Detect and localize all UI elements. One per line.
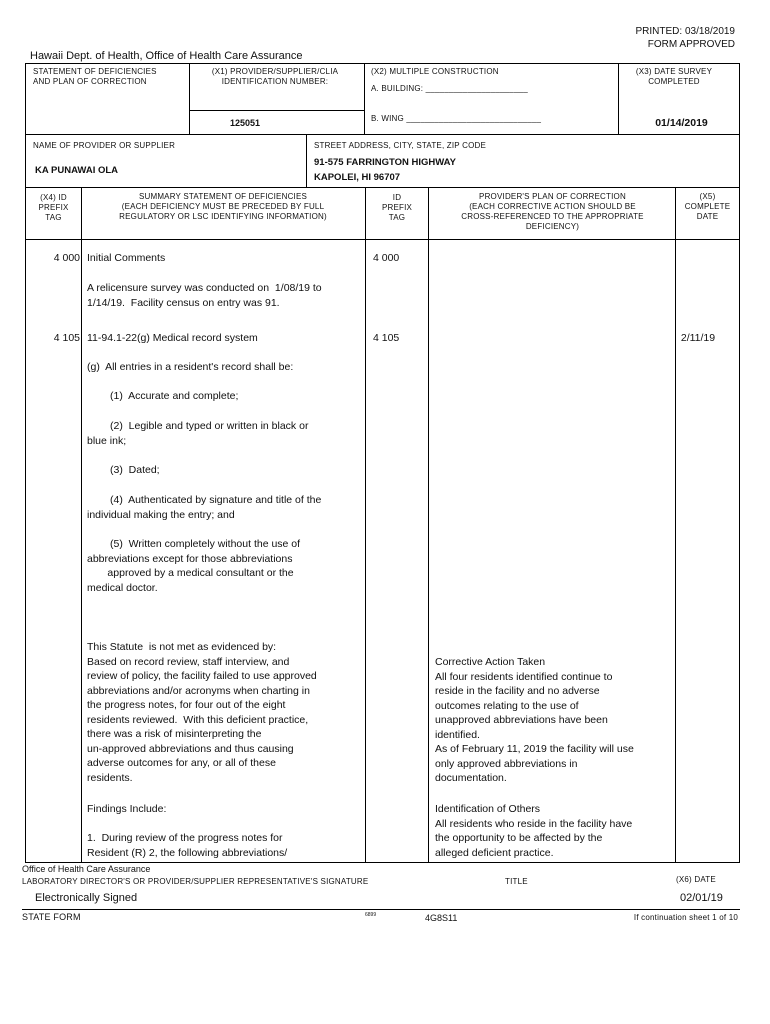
x2-label: (X2) MULTIPLE CONSTRUCTION bbox=[371, 67, 499, 76]
findings-label: Findings Include: bbox=[87, 803, 167, 815]
tag2-title: 11-94.1-22(g) Medical record system bbox=[87, 332, 258, 344]
tag1-text: A relicensure survey was conducted on 1/08/19 to 1/14/19. Facility census on entry was 91. bbox=[87, 282, 322, 309]
signature-label: LABORATORY DIRECTOR'S OR PROVIDER/SUPPLIER REPRESENTATIVE'S SIGNATURE bbox=[22, 877, 369, 886]
title-label: TITLE bbox=[505, 877, 528, 886]
id-header: ID PREFIX TAG bbox=[381, 193, 413, 222]
x5-header: (X5) COMPLETE DATE bbox=[684, 192, 731, 221]
tag1-id: 4 000 bbox=[373, 252, 400, 264]
tag2-date: 2/11/19 bbox=[680, 332, 716, 344]
signature-date: 02/01/19 bbox=[680, 892, 723, 904]
x1-label: (X1) PROVIDER/SUPPLIER/CLIA IDENTIFICATION NUMBER: bbox=[211, 67, 339, 86]
x3-label: (X3) DATE SURVEY COMPLETED bbox=[635, 67, 713, 86]
agency-title: Hawaii Dept. of Health, Office of Health Care Assurance bbox=[30, 50, 303, 62]
tag2-id: 4 105 bbox=[373, 332, 400, 344]
office-label: Office of Health Care Assurance bbox=[22, 864, 151, 874]
provider-name: KA PUNAWAI OLA bbox=[35, 165, 119, 176]
finding-1: 1. During review of the progress notes for Resident (R) 2, the following abbreviations/ bbox=[87, 832, 288, 859]
plan-header: PROVIDER'S PLAN OF CORRECTION (EACH CORRECTIVE ACTION SHOULD BE CROSS-REFERENCED TO THE APPROPRIATE DEFICIENCY) bbox=[461, 192, 644, 231]
statute-text: This Statute is not met as evidenced by: Based on record review, staff interview, and review of policy, the facility failed to use approved abbreviations and/or acronyms when charting in the progress notes, for four out of the eight residents reviewed. With this deficient practice, there was a risk of misinterpreting the un-approved abbreviations and thus causing adverse outcomes for any, or all of these residents. bbox=[87, 641, 317, 784]
rule-item-2: (2) Legible and typed or written in black or blue ink; bbox=[87, 420, 309, 447]
address-line1: 91-575 FARRINGTON HIGHWAY bbox=[314, 157, 457, 168]
printed-date: PRINTED: 03/18/2019 bbox=[635, 26, 735, 37]
electronic-signature: Electronically Signed bbox=[35, 892, 138, 904]
rule-item-3: (3) Dated; bbox=[110, 464, 160, 476]
x3-value: 01/14/2019 bbox=[655, 117, 708, 129]
continuation-sheet: If continuation sheet 1 of 10 bbox=[633, 913, 738, 922]
rule-item-1: (1) Accurate and complete; bbox=[110, 390, 239, 402]
tag1: 4 000 bbox=[53, 252, 80, 264]
address-line2: KAPOLEI, HI 96707 bbox=[314, 172, 401, 183]
x2-wing: B. WING _____________________________ bbox=[371, 114, 542, 123]
provider-name-label: NAME OF PROVIDER OR SUPPLIER bbox=[33, 141, 176, 150]
tag2: 4 105 bbox=[53, 332, 80, 344]
identification-of-others: Identification of Others All residents who reside in the facility have the opportunity to be affected by the alleged deficient practice. bbox=[435, 803, 633, 859]
x6-date-label: (X6) DATE bbox=[676, 875, 716, 884]
x4-header: (X4) ID PREFIX TAG bbox=[38, 193, 69, 222]
summary-header: SUMMARY STATEMENT OF DEFICIENCIES (EACH DEFICIENCY MUST BE PRECEDED BY FULL REGULATORY OR LSC IDENTIFYING INFORMATION) bbox=[119, 192, 327, 221]
rule-item-4: (4) Authenticated by signature and title of the individual making the entry; and bbox=[87, 494, 322, 521]
state-form-label: STATE FORM bbox=[22, 912, 81, 922]
statement-label: STATEMENT OF DEFICIENCIES AND PLAN OF CORRECTION bbox=[33, 67, 157, 86]
corrective-action: Corrective Action Taken All four residents identified continue to reside in the facility and no adverse outcomes relating to the use of unapproved abbreviations have been identified. As of February 11, 2019 the facility will use only approved abbreviations in documentation. bbox=[435, 656, 634, 784]
x2-building: A. BUILDING: ______________________ bbox=[371, 84, 528, 93]
form-number: 6899 bbox=[365, 912, 377, 918]
address-label: STREET ADDRESS, CITY, STATE, ZIP CODE bbox=[314, 141, 487, 150]
form-approved: FORM APPROVED bbox=[647, 39, 735, 50]
event-code: 4G8S11 bbox=[425, 913, 458, 923]
rule-g: (g) All entries in a resident's record shall be: bbox=[87, 361, 294, 373]
x1-value: 125051 bbox=[229, 118, 261, 128]
rule-item-5: (5) Written completely without the use of abbreviations except for those abbreviations approved by a medical consultant or the medical doctor. bbox=[87, 538, 301, 594]
tag1-title: Initial Comments bbox=[87, 252, 166, 264]
